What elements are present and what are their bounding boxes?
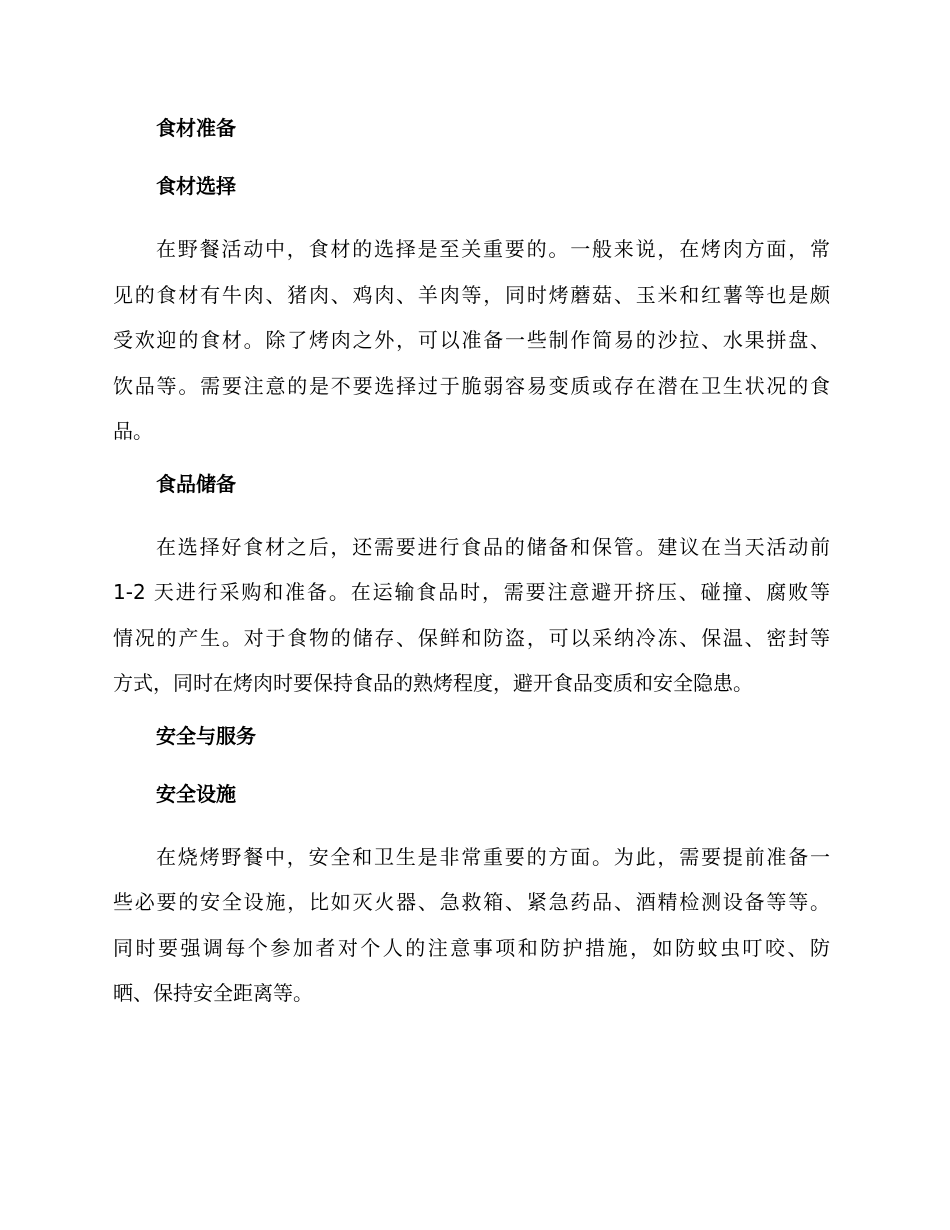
paragraph-line: 在选择好食材之后，还需要进行食品的储备和保管。建议在当天活动前 — [156, 534, 830, 559]
paragraph-line: 见的食材有牛肉、猪肉、鸡肉、羊肉等，同时烤蘑菇、玉米和红薯等也是颇 — [113, 282, 830, 307]
document-body — [113, 111, 830, 1029]
paragraph-line: 受欢迎的食材。除了烤肉之外，可以准备一些制作简易的沙拉、水果拼盘、 — [113, 328, 830, 352]
paragraph-line: 在野餐活动中，食材的选择是至关重要的。一般来说，在烤肉方面，常 — [156, 237, 830, 261]
section-heading-ingredient-selection: 食材选择 — [156, 174, 236, 198]
paragraph-safety-facilities — [113, 835, 830, 1017]
paragraph-line: 1-2 天进行采购和准备。在运输食品时，需要注意避开挤压、碰撞、腐败等 — [113, 580, 830, 604]
paragraph-line: 在烧烤野餐中，安全和卫生是非常重要的方面。为此，需要提前准备一 — [156, 844, 830, 869]
paragraph-line: 些必要的安全设施，比如灭火器、急救箱、紧急药品、酒精检测设备等等。 — [113, 890, 830, 914]
paragraph-line: 饮品等。需要注意的是不要选择过于脆弱容易变质或存在潜在卫生状况的食 — [113, 373, 830, 398]
paragraph-line: 情况的产生。对于食物的储存、保鲜和防盗，可以采纳冷冻、保温、密封等 — [113, 625, 830, 650]
section-heading-safety-facilities: 安全设施 — [156, 781, 236, 806]
section-heading-safety-service: 安全与服务 — [156, 723, 256, 748]
paragraph-line: 同时要强调每个参加者对个人的注意事项和防护措施，如防蚊虫叮咬、防 — [113, 935, 830, 960]
paragraph-ingredient-selection — [113, 227, 830, 455]
paragraph-food-storage — [113, 525, 830, 707]
paragraph-line: 晒、保持安全距离等。 — [113, 981, 313, 1005]
section-heading-ingredient-prep: 食材准备 — [156, 116, 236, 140]
paragraph-line: 方式，同时在烤肉时要保持食品的熟烤程度，避开食品变质和安全隐患。 — [113, 671, 753, 695]
section-heading-food-storage: 食品储备 — [156, 471, 236, 496]
paragraph-line: 品。 — [113, 419, 153, 443]
